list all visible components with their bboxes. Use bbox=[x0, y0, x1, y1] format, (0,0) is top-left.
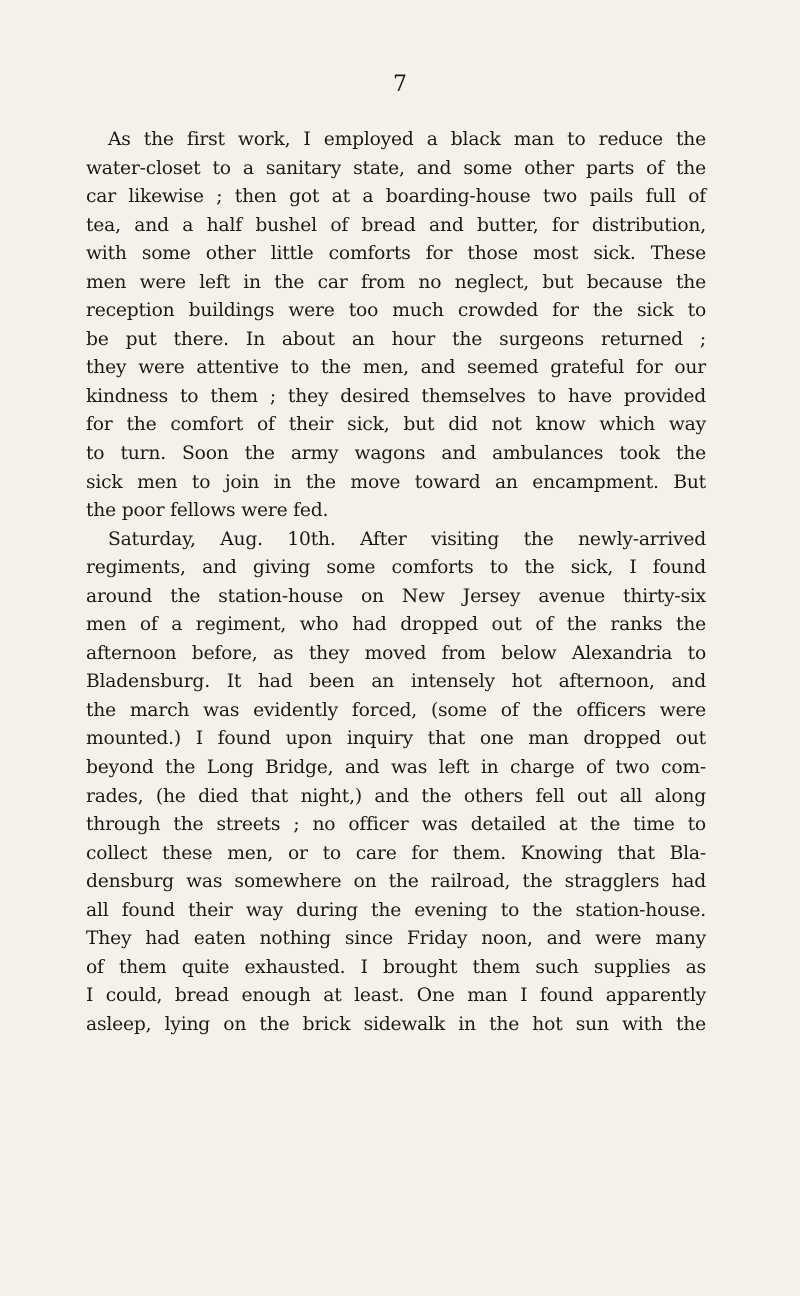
text-line: Bladensburg. It had been an intensely hot afternoon, and bbox=[86, 671, 706, 693]
text-line: regiments, and giving some comforts to the sick, I found bbox=[86, 557, 706, 579]
text-line: They had eaten nothing since Friday noon, and were many bbox=[86, 928, 706, 950]
text-line: mounted.) I found upon inquiry that one man dropped out bbox=[86, 728, 706, 750]
text-line: men of a regiment, who had dropped out of the ranks the bbox=[86, 614, 706, 636]
text-line: asleep, lying on the brick sidewalk in the hot sun with the bbox=[86, 1013, 706, 1035]
text-line: all found their way during the evening to the station-house. bbox=[86, 899, 706, 921]
text-line: densburg was somewhere on the railroad, the stragglers had bbox=[86, 871, 706, 893]
text-line: they were attentive to the men, and seemed grateful for our bbox=[86, 357, 706, 379]
text-line: As the first work, I employed a black man to reduce the bbox=[108, 129, 706, 150]
text-line: be put there. In about an hour the surgeons returned ; bbox=[86, 328, 706, 350]
text-line: water-closet to a sanitary state, and some other parts of the bbox=[86, 157, 706, 179]
text-line: tea, and a half bushel of bread and butter, for distribution, bbox=[86, 214, 706, 236]
page-number: 7 bbox=[393, 72, 407, 97]
text-line: I could, bread enough at least. One man I found apparently bbox=[86, 985, 706, 1007]
text-line: around the station-house on New Jersey avenue thirty-six bbox=[86, 585, 706, 607]
text-line: afternoon before, as they moved from below Alexandria to bbox=[86, 642, 706, 664]
text-line: kindness to them ; they desired themselves to have provided bbox=[86, 385, 706, 407]
text-line: with some other little comforts for those most sick. These bbox=[86, 243, 706, 265]
text-line: reception buildings were too much crowded for the sick to bbox=[86, 300, 706, 322]
text-line: for the comfort of their sick, but did not know which way bbox=[86, 414, 706, 436]
text-line: collect these men, or to care for them. Knowing that Bla- bbox=[86, 842, 706, 864]
text-line: beyond the Long Bridge, and was left in charge of two com- bbox=[86, 757, 706, 779]
body-text bbox=[86, 126, 706, 1040]
text-line: sick men to join in the move toward an encampment. But bbox=[86, 471, 706, 493]
text-line: of them quite exhausted. I brought them such supplies as bbox=[86, 956, 706, 978]
text-line: men were left in the car from no neglect, but because the bbox=[86, 271, 706, 293]
text-line: car likewise ; then got at a boarding-house two pails full of bbox=[86, 186, 706, 208]
text-line: the poor fellows were fed. bbox=[86, 500, 329, 522]
text-line: to turn. Soon the army wagons and ambulances took the bbox=[86, 443, 706, 465]
text-line: rades, (he died that night,) and the others fell out all along bbox=[86, 785, 706, 807]
text-line: Saturday, Aug. 10th. After visiting the newly-arrived bbox=[108, 528, 706, 550]
text-line: the march was evidently forced, (some of the officers were bbox=[86, 699, 706, 721]
text-line: through the streets ; no officer was detailed at the time to bbox=[86, 814, 706, 836]
